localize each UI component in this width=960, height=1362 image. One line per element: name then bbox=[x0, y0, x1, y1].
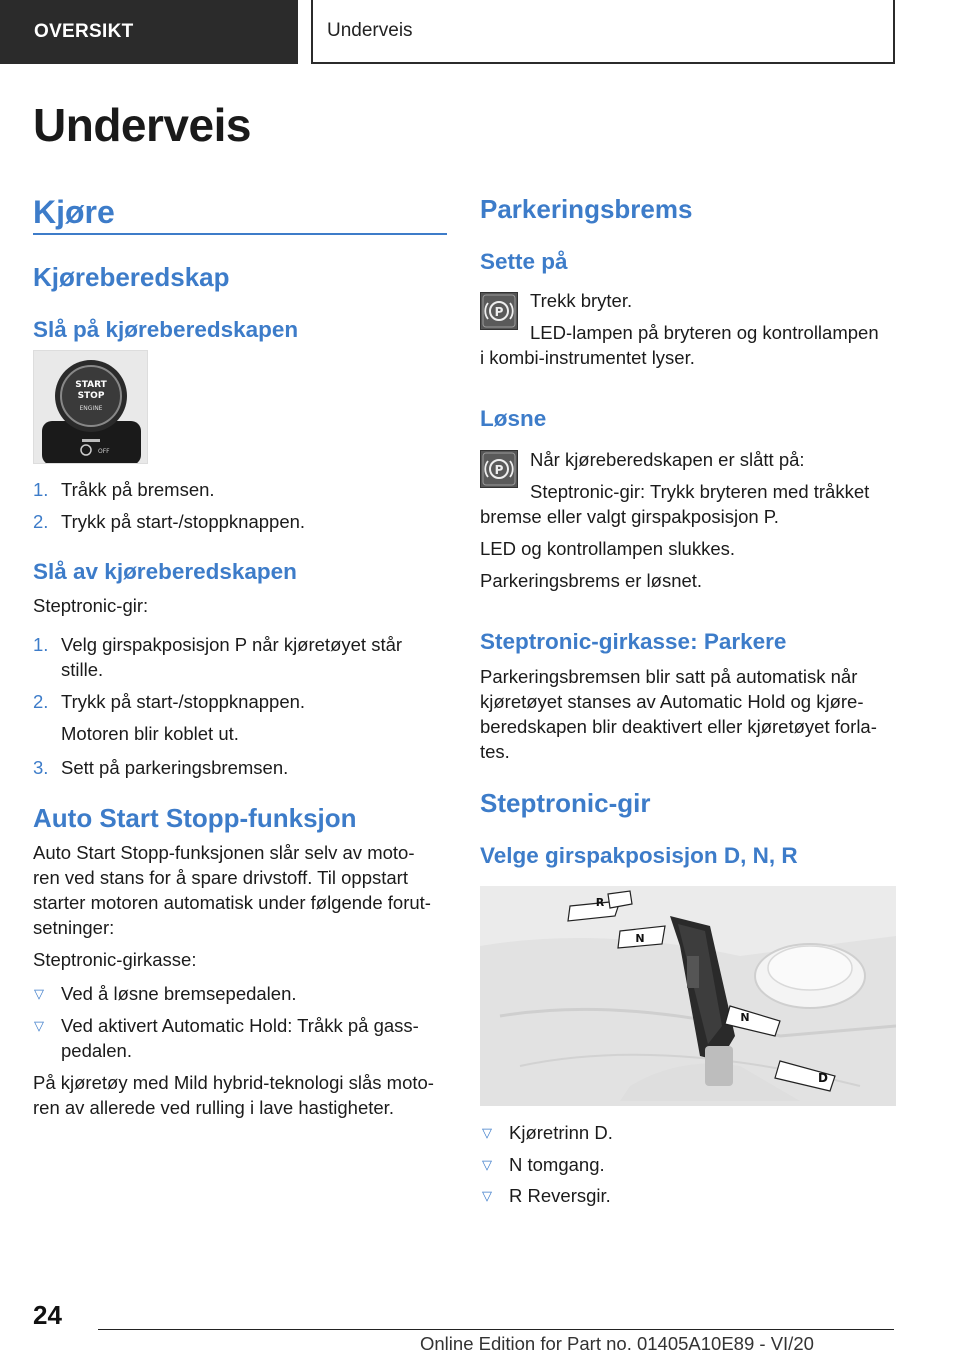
heading-velge-girspak: Velge girspakposisjon D, N, R bbox=[480, 843, 798, 868]
bullet-text: Ved aktivert Automatic Hold: Tråkk på gass- bbox=[61, 1015, 419, 1036]
footer-divider bbox=[98, 1329, 894, 1330]
sette-pa-text: LED-lampen på bryteren og kontrollampen bbox=[530, 322, 879, 343]
auto-para-line: setninger: bbox=[33, 917, 115, 938]
bullet-triangle-icon: ▽ bbox=[34, 1018, 44, 1033]
step-number: 1. bbox=[33, 634, 49, 655]
step-text: Trykk på start-/stoppknappen. bbox=[61, 691, 306, 712]
heading-sla-pa: Slå på kjøreberedskapen bbox=[33, 317, 299, 342]
mild-hybrid-line: ren av allerede ved rulling i lave hastigheter. bbox=[33, 1097, 394, 1118]
gear-bullet-text: R Reversgir. bbox=[509, 1185, 611, 1206]
button-text-engine: ENGINE bbox=[79, 405, 103, 412]
heading-auto-start-stopp: Auto Start Stopp-funksjon bbox=[33, 803, 357, 833]
bullet-triangle-icon: ▽ bbox=[482, 1188, 492, 1203]
step-text: Tråkk på bremsen. bbox=[61, 479, 215, 500]
step-text: Sett på parkeringsbremsen. bbox=[61, 757, 289, 778]
gear-selector-image bbox=[480, 886, 896, 1106]
parking-brake-switch-icon bbox=[480, 292, 518, 330]
parkere-para-line: Parkeringsbremsen blir satt på automatisk når bbox=[480, 666, 858, 687]
losne-text: bremse eller valgt girspakposisjon P. bbox=[480, 506, 779, 527]
steptronic-gir-label: Steptronic-gir: bbox=[33, 595, 149, 616]
gear-bullet-text: Kjøretrinn D. bbox=[509, 1122, 613, 1143]
gear-label-n-bottom: N bbox=[740, 1011, 750, 1024]
button-text-off: OFF bbox=[98, 448, 110, 455]
parking-brake-switch-icon bbox=[480, 450, 518, 488]
bullet-triangle-icon: ▽ bbox=[482, 1125, 492, 1140]
step-number: 2. bbox=[33, 691, 49, 712]
heading-divider bbox=[33, 233, 447, 235]
bullet-text-cont: pedalen. bbox=[61, 1040, 132, 1061]
heading-losne: Løsne bbox=[480, 406, 547, 431]
step-subtext: Motoren blir koblet ut. bbox=[61, 723, 239, 744]
auto-para-line: Auto Start Stopp-funksjonen slår selv av moto- bbox=[33, 842, 415, 863]
gear-label-r: R bbox=[595, 896, 605, 909]
chapter-header bbox=[311, 0, 895, 64]
button-text-stop: STOP bbox=[77, 391, 105, 401]
step-number: 3. bbox=[33, 757, 49, 778]
step-number: 1. bbox=[33, 479, 49, 500]
step-text: Velg girspakposisjon P når kjøretøyet står bbox=[61, 634, 403, 655]
heading-kjore: Kjøre bbox=[33, 194, 115, 230]
heading-sla-av: Slå av kjøreberedskapen bbox=[33, 559, 297, 584]
footer-edition: Online Edition for Part no. 01405A10E89 - VI/20 bbox=[420, 1333, 814, 1354]
step-text-cont: stille. bbox=[61, 659, 104, 680]
bullet-triangle-icon: ▽ bbox=[34, 986, 44, 1001]
button-text-start: START bbox=[75, 380, 107, 390]
step-number: 2. bbox=[33, 511, 49, 532]
bullet-triangle-icon: ▽ bbox=[482, 1157, 492, 1172]
gear-selector-drawing bbox=[480, 886, 896, 1106]
chapter-title: Underveis bbox=[327, 20, 413, 41]
page-number: 24 bbox=[33, 1300, 62, 1330]
svg-text:P: P bbox=[494, 463, 504, 477]
losne-text: LED og kontrollampen slukkes. bbox=[480, 538, 736, 559]
sette-pa-text: i kombi-instrumentet lyser. bbox=[480, 347, 695, 368]
parkere-para-line: tes. bbox=[480, 741, 510, 762]
heading-steptronic-gir: Steptronic-gir bbox=[480, 788, 651, 818]
parkere-para-line: kjøretøyet stanses av Automatic Hold og kjøre- bbox=[480, 691, 864, 712]
bullet-text: Ved å løsne bremsepedalen. bbox=[61, 983, 297, 1004]
heading-sette-pa: Sette på bbox=[480, 249, 568, 274]
auto-para-line: ren ved stans for å spare drivstoff. Til oppstart bbox=[33, 867, 408, 888]
girkasse-label: Steptronic-girkasse: bbox=[33, 949, 197, 970]
gear-label-n-top: N bbox=[635, 932, 645, 945]
auto-para-line: starter motoren automatisk under følgende forut- bbox=[33, 892, 431, 913]
start-stop-button-drawing bbox=[34, 351, 148, 464]
heading-parkere: Steptronic-girkasse: Parkere bbox=[480, 629, 787, 654]
losne-text: Steptronic-gir: Trykk bryteren med tråkket bbox=[530, 481, 870, 502]
gear-bullet-text: N tomgang. bbox=[509, 1154, 605, 1175]
start-stop-button-image bbox=[33, 350, 148, 464]
svg-text:P: P bbox=[494, 305, 504, 319]
sette-pa-text: Trekk bryter. bbox=[530, 290, 633, 311]
section-tab[interactable]: OVERSIKT bbox=[0, 0, 298, 64]
heading-kjoreberedskap: Kjøreberedskap bbox=[33, 262, 230, 292]
parkere-para-line: beredskapen blir deaktivert eller kjøretøyet forla- bbox=[480, 716, 877, 737]
losne-text: Parkeringsbrems er løsnet. bbox=[480, 570, 703, 591]
step-text: Trykk på start-/stoppknappen. bbox=[61, 511, 306, 532]
page-title: Underveis bbox=[33, 99, 251, 151]
gear-label-d: D bbox=[818, 1071, 828, 1085]
heading-parkeringsbrems: Parkeringsbrems bbox=[480, 194, 693, 224]
losne-text: Når kjøreberedskapen er slått på: bbox=[530, 449, 805, 470]
mild-hybrid-line: På kjøretøy med Mild hybrid-teknologi slås moto- bbox=[33, 1072, 434, 1093]
